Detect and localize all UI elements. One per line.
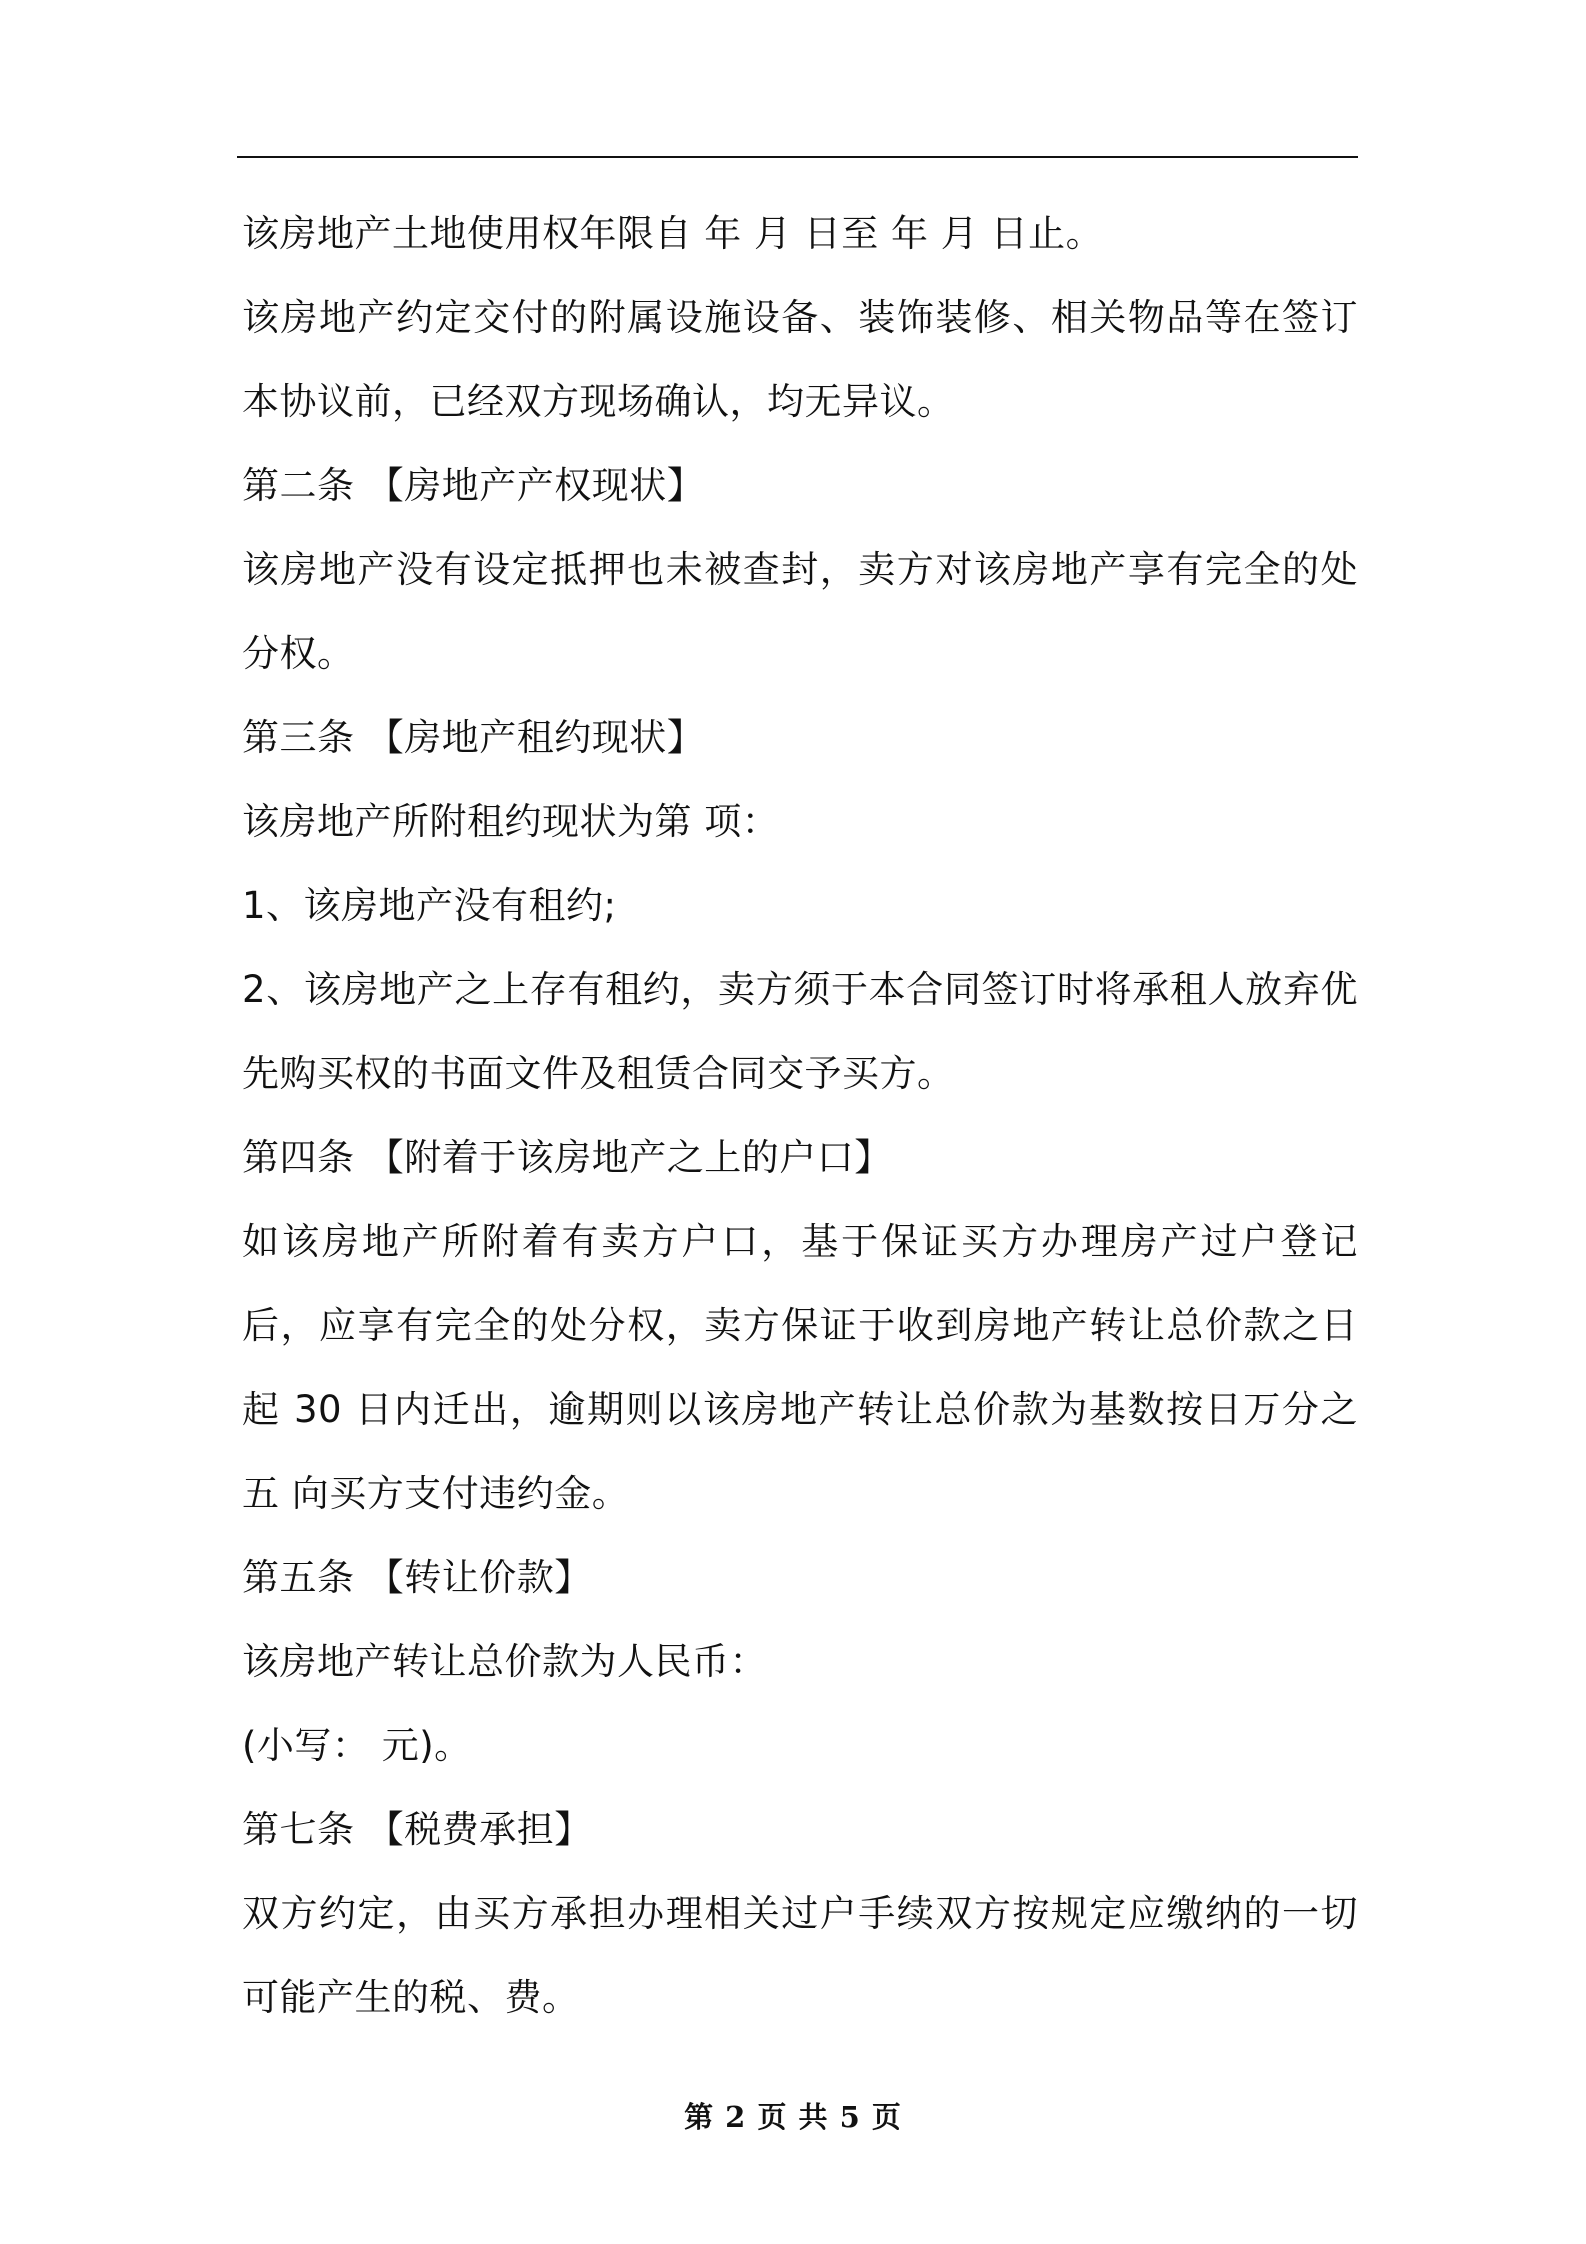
- document-body: [242, 192, 1358, 2040]
- article-7-body: 双方约定，由买方承担办理相关过户手续双方按规定应缴纳的一切可能产生的税、费。: [242, 1892, 1358, 2019]
- clause-land-use-term: 该房地产土地使用权年限自 年 月 日至 年 月 日止。: [242, 212, 1104, 255]
- article-3-item-1: 1、该房地产没有租约;: [242, 884, 617, 927]
- article-5-amount: (小写： 元)。: [242, 1724, 472, 1767]
- page-number: 第 2 页 共 5 页: [684, 2100, 902, 2134]
- article-3-body: 该房地产所附租约现状为第 项：: [242, 800, 780, 843]
- article-4-heading: 第四条 【附着于该房地产之上的户口】: [242, 1136, 892, 1179]
- clause-attached-facilities: 该房地产约定交付的附属设施设备、装饰装修、相关物品等在签订本协议前，已经双方现场确认，均无异议。: [242, 296, 1358, 423]
- article-5-body: 该房地产转让总价款为人民币：: [242, 1640, 767, 1683]
- article-4-body: 如该房地产所附着有卖方户口，基于保证买方办理房产过户登记后，应享有完全的处分权，卖方保证于收到房地产转让总价款之日起 30 日内迁出，逾期则以该房地产转让总价款为基数按日万分之 五 向买方支付违约金。: [242, 1220, 1358, 1515]
- article-7-heading: 第七条 【税费承担】: [242, 1808, 592, 1851]
- article-2-body: 该房地产没有设定抵押也未被查封，卖方对该房地产享有完全的处分权。: [242, 548, 1358, 675]
- article-3-heading: 第三条 【房地产租约现状】: [242, 716, 705, 759]
- article-2-heading: 第二条 【房地产产权现状】: [242, 464, 705, 507]
- article-5-heading: 第五条 【转让价款】: [242, 1556, 592, 1599]
- article-3-item-2: 2、该房地产之上存有租约，卖方须于本合同签订时将承租人放弃优先购买权的书面文件及租赁合同交予买方。: [242, 968, 1358, 1095]
- header-rule: [237, 156, 1358, 158]
